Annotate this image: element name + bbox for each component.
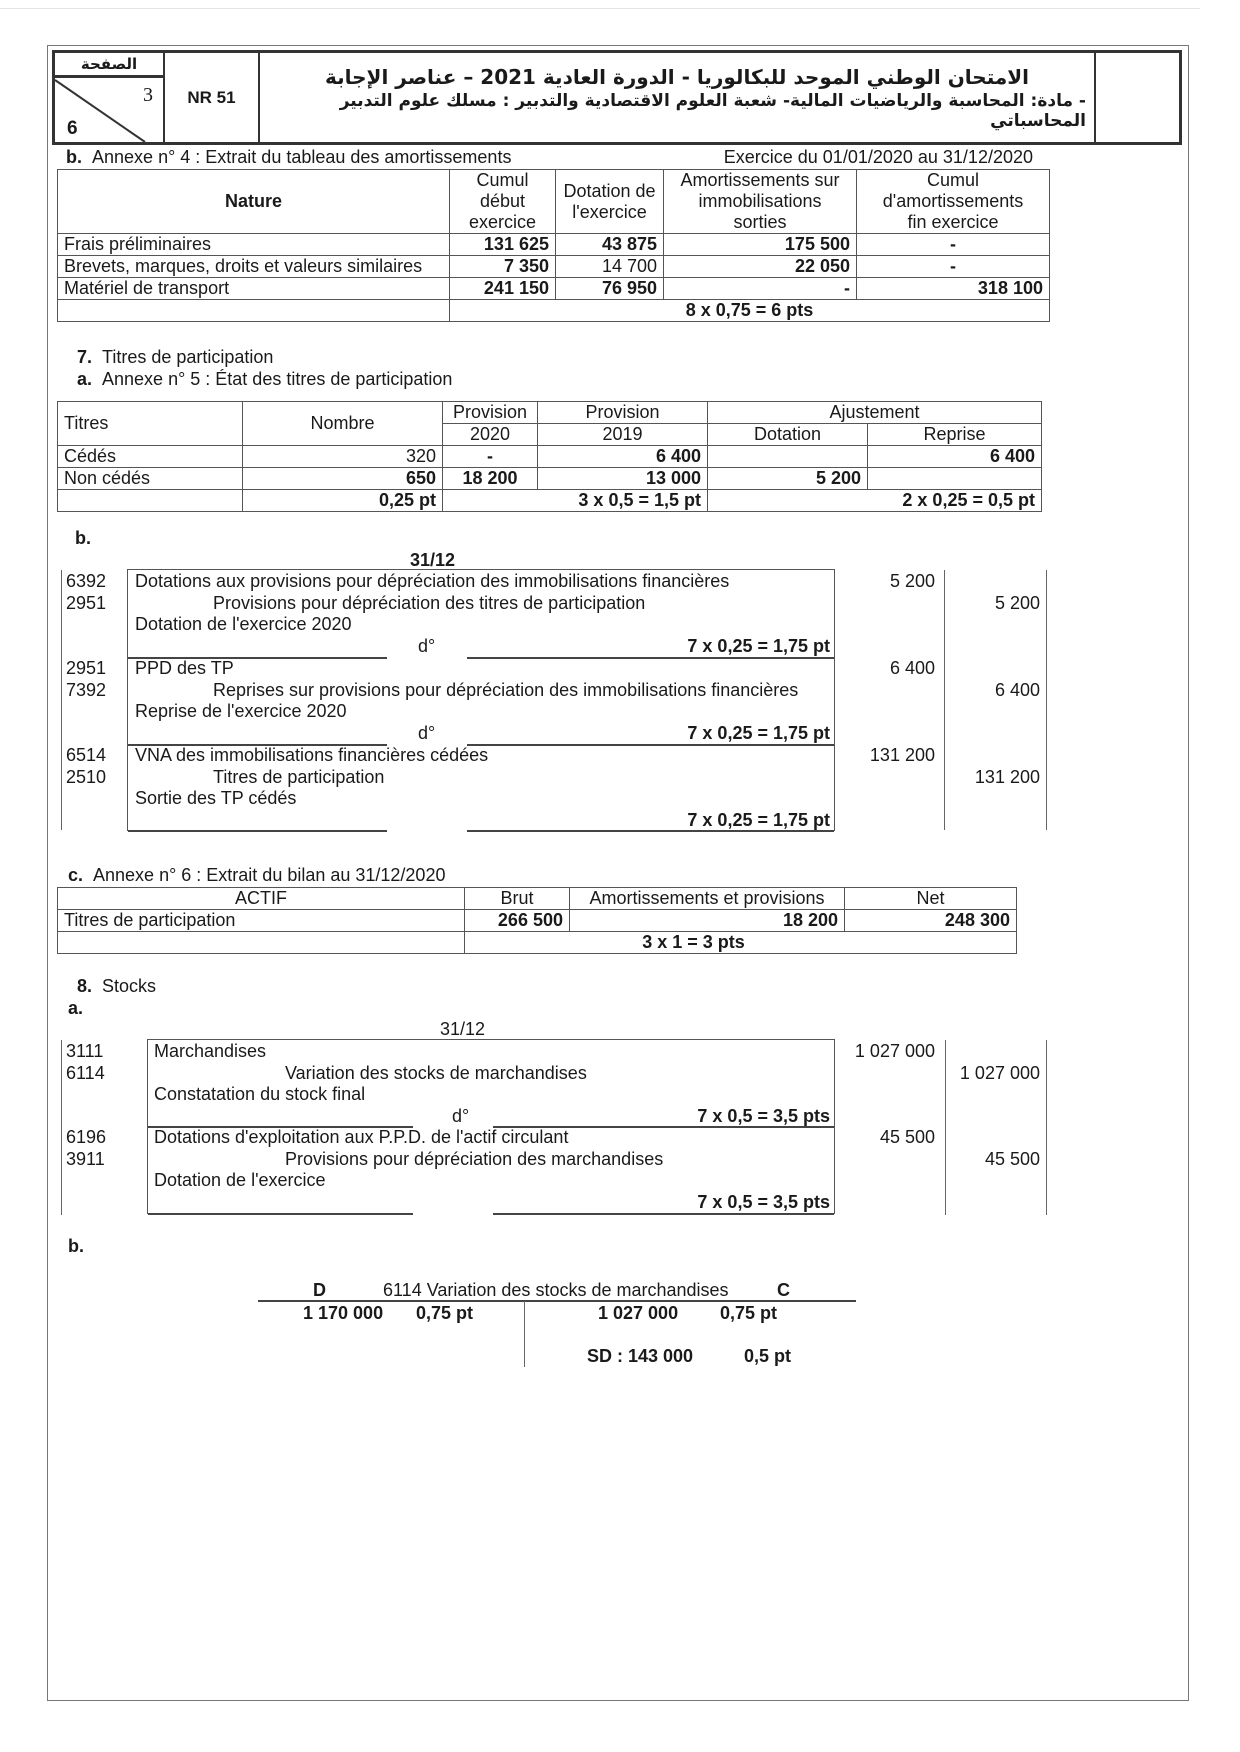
journal8-date: 31/12 bbox=[440, 1019, 486, 1039]
entry-debit-label: VNA des immobilisations financières cédées bbox=[135, 745, 489, 765]
cell-dotation: 14 700 bbox=[556, 256, 664, 278]
cell-nombre: 650 bbox=[243, 468, 443, 490]
entry-credit-amount: 45 500 bbox=[984, 1149, 1040, 1169]
cell-sorties: - bbox=[664, 278, 857, 300]
cell-sorties: 22 050 bbox=[664, 256, 857, 278]
entry-debit-label: Marchandises bbox=[154, 1041, 267, 1061]
entry-rule-right bbox=[467, 830, 834, 832]
exam-title-line2: - مادة: المحاسبة والرياضيات المالية- شعبة العلوم الاقتصادية والتدبير : مسلك علوم التدبير المحاسباتي bbox=[339, 91, 1086, 131]
taccount-credit-amount: 1 027 000 bbox=[598, 1303, 679, 1323]
entry-separator: d° bbox=[418, 723, 436, 743]
col-cumul-fin: Cumul d'amortissements fin exercice bbox=[857, 170, 1050, 234]
cell-amort: 18 200 bbox=[570, 910, 845, 932]
taccount-debit-label: D bbox=[313, 1280, 326, 1300]
section7-number: 7. bbox=[77, 347, 93, 367]
cell-reprise: 6 400 bbox=[868, 446, 1042, 468]
annexe4-period: Exercice du 01/01/2020 au 31/12/2020 bbox=[723, 147, 1033, 167]
scan-top-edge bbox=[0, 8, 1200, 9]
cell-nature: Frais préliminaires bbox=[58, 234, 450, 256]
section8-title: Stocks bbox=[102, 976, 157, 996]
entry-debit-label: Dotations d'exploitation aux P.P.D. de l'actif circulant bbox=[154, 1127, 569, 1147]
annexe4-points: 8 x 0,75 = 6 pts bbox=[450, 300, 1050, 322]
col-titres: Titres bbox=[58, 402, 243, 446]
taccount-balance: SD : 143 000 bbox=[587, 1346, 694, 1366]
entry-credit-account: 2951 bbox=[66, 593, 107, 613]
entry-libelle: Dotation de l'exercice 2020 bbox=[135, 614, 352, 634]
annexe6-letter: c. bbox=[68, 865, 84, 885]
section8-number: 8. bbox=[77, 976, 93, 996]
entry-credit-label: Reprises sur provisions pour dépréciation des immobilisations financières bbox=[213, 680, 799, 700]
cell-nature: Brevets, marques, droits et valeurs similaires bbox=[58, 256, 450, 278]
entry-credit-account: 7392 bbox=[66, 680, 107, 700]
bilan-table bbox=[57, 887, 1017, 954]
debit-column-rule bbox=[944, 570, 945, 830]
cell-cumul-fin: - bbox=[857, 256, 1050, 278]
entry-separator: d° bbox=[452, 1106, 470, 1126]
points-provision: 3 x 0,5 = 1,5 pt bbox=[443, 490, 708, 512]
entry-rule-left bbox=[128, 830, 387, 832]
journal-left-rule bbox=[61, 570, 62, 830]
entry-points: 7 x 0,5 = 3,5 pts bbox=[697, 1192, 830, 1212]
cell-dotation: 43 875 bbox=[556, 234, 664, 256]
entry-credit-label: Provisions pour dépréciation des marchandises bbox=[285, 1149, 664, 1169]
entry-debit-account: 6196 bbox=[66, 1127, 107, 1147]
entry-debit-account: 2951 bbox=[66, 658, 107, 678]
bilan-points: 3 x 1 = 3 pts bbox=[465, 932, 1017, 954]
points-row bbox=[58, 490, 1042, 512]
col-ajustement: Ajustement bbox=[708, 402, 1042, 424]
cell-sorties: 175 500 bbox=[664, 234, 857, 256]
cell-prov2020: 18 200 bbox=[443, 468, 538, 490]
debit-column-rule bbox=[945, 1040, 946, 1215]
entry-debit-label: PPD des TP bbox=[135, 658, 234, 678]
cell-prov2020: - bbox=[443, 446, 538, 468]
entry-credit-amount: 5 200 bbox=[994, 593, 1040, 613]
cell-cumul-debut: 7 350 bbox=[450, 256, 556, 278]
entry-libelle: Constatation du stock final bbox=[154, 1084, 366, 1104]
credit-column-rule bbox=[1046, 570, 1047, 830]
cell-dotation bbox=[708, 446, 868, 468]
cell-empty bbox=[58, 490, 243, 512]
entry-credit-label: Provisions pour dépréciation des titres de participation bbox=[213, 593, 646, 613]
entry-debit-amount: 5 200 bbox=[889, 571, 935, 591]
exam-code: NR 51 bbox=[165, 53, 260, 142]
annexe5-heading bbox=[77, 369, 452, 390]
cell-cumul-fin: - bbox=[857, 234, 1050, 256]
points-ajustement: 2 x 0,25 = 0,5 pt bbox=[708, 490, 1042, 512]
cell-dotation: 5 200 bbox=[708, 468, 868, 490]
col-provision-2019: Provision bbox=[538, 402, 708, 424]
entry-credit-amount: 131 200 bbox=[974, 767, 1040, 787]
page-fraction bbox=[55, 78, 163, 142]
points-row bbox=[58, 932, 1017, 954]
cell-empty bbox=[58, 300, 450, 322]
page-number-box bbox=[55, 53, 165, 142]
table-row bbox=[58, 278, 1050, 300]
exam-header bbox=[52, 50, 1182, 145]
credit-column-rule bbox=[1046, 1040, 1047, 1215]
table-row bbox=[58, 234, 1050, 256]
entry-points: 7 x 0,5 = 3,5 pts bbox=[697, 1106, 830, 1126]
taccount-letter: b. bbox=[68, 1236, 84, 1256]
entry-credit-amount: 1 027 000 bbox=[959, 1063, 1040, 1083]
taccount-debit-amount: 1 170 000 bbox=[303, 1303, 384, 1323]
entry-debit-amount: 131 200 bbox=[869, 745, 935, 765]
annexe5-letter: a. bbox=[77, 369, 93, 389]
page-label: الصفحة bbox=[55, 53, 163, 78]
col-year-2020: 2020 bbox=[443, 424, 538, 446]
cell-nature: Matériel de transport bbox=[58, 278, 450, 300]
entry-points: 7 x 0,25 = 1,75 pt bbox=[687, 723, 830, 743]
cell-nombre: 320 bbox=[243, 446, 443, 468]
col-provision-2020: Provision bbox=[443, 402, 538, 424]
col-reprise: Reprise bbox=[868, 424, 1042, 446]
col-year-2019: 2019 bbox=[538, 424, 708, 446]
exam-title bbox=[260, 53, 1096, 142]
entry-rule-left bbox=[148, 1213, 413, 1215]
points-nombre: 0,25 pt bbox=[243, 490, 443, 512]
entry-credit-account: 3911 bbox=[66, 1149, 105, 1169]
col-net: Net bbox=[845, 888, 1017, 910]
entry-credit-account: 2510 bbox=[66, 767, 107, 787]
entry-libelle: Dotation de l'exercice bbox=[154, 1170, 326, 1190]
col-actif: ACTIF bbox=[58, 888, 465, 910]
journal7-date: 31/12 bbox=[410, 550, 456, 570]
entry-debit-account: 6392 bbox=[66, 571, 107, 591]
entry-rule-right bbox=[467, 744, 834, 746]
entry-libelle: Reprise de l'exercice 2020 bbox=[135, 701, 347, 721]
cell-net: 248 300 bbox=[845, 910, 1017, 932]
entry-debit-account: 6514 bbox=[66, 745, 107, 765]
col-sorties: Amortissements sur immobilisations sorties bbox=[664, 170, 857, 234]
table-row bbox=[58, 446, 1042, 468]
col-cumul-debut: Cumul début exercice bbox=[450, 170, 556, 234]
annexe4-letter: b. bbox=[66, 147, 82, 167]
points-row bbox=[58, 300, 1050, 322]
table-row bbox=[58, 910, 1017, 932]
entry-credit-amount: 6 400 bbox=[994, 680, 1040, 700]
table-row bbox=[58, 256, 1050, 278]
annexe4-heading bbox=[66, 147, 511, 168]
table-row bbox=[58, 468, 1042, 490]
annexe4-title: Annexe n° 4 : Extrait du tableau des amortissements bbox=[92, 147, 512, 167]
entry-debit-label: Dotations aux provisions pour dépréciation des immobilisations financières bbox=[135, 571, 730, 591]
annexe5-title: Annexe n° 5 : État des titres de participation bbox=[102, 369, 453, 389]
col-nature: Nature bbox=[58, 170, 450, 234]
participation-table bbox=[57, 401, 1042, 512]
entry-separator: d° bbox=[418, 636, 436, 656]
cell-titres: Cédés bbox=[58, 446, 243, 468]
entry-credit-account: 6114 bbox=[66, 1063, 105, 1083]
cell-cumul-debut: 131 625 bbox=[450, 234, 556, 256]
col-dotation: Dotation de l'exercice bbox=[556, 170, 664, 234]
taccount-debit-points: 0,75 pt bbox=[416, 1303, 474, 1323]
cell-dotation: 76 950 bbox=[556, 278, 664, 300]
taccount-horizontal-rule bbox=[258, 1300, 856, 1302]
cell-empty bbox=[58, 932, 465, 954]
section7-heading bbox=[77, 347, 273, 368]
entry-rule-right bbox=[493, 1213, 834, 1215]
cell-prov2019: 6 400 bbox=[538, 446, 708, 468]
cell-prov2019: 13 000 bbox=[538, 468, 708, 490]
entry-debit-amount: 6 400 bbox=[889, 658, 935, 678]
annexe6-heading bbox=[68, 865, 445, 886]
taccount-title: 6114 Variation des stocks de marchandises bbox=[383, 1280, 729, 1300]
taccount-balance-points: 0,5 pt bbox=[744, 1346, 792, 1366]
entry-credit-label: Variation des stocks de marchandises bbox=[285, 1063, 587, 1083]
header-blank-cell bbox=[1096, 53, 1179, 142]
journal-left-rule bbox=[61, 1040, 62, 1215]
section7-title: Titres de participation bbox=[102, 347, 274, 367]
col-dotation: Dotation bbox=[708, 424, 868, 446]
cell-cumul-fin: 318 100 bbox=[857, 278, 1050, 300]
annexe6-title: Annexe n° 6 : Extrait du bilan au 31/12/2020 bbox=[93, 865, 446, 885]
entry-credit-label: Titres de participation bbox=[213, 767, 385, 787]
entry-debit-amount: 45 500 bbox=[879, 1127, 935, 1147]
taccount-credit-label: C bbox=[777, 1280, 790, 1300]
col-brut: Brut bbox=[465, 888, 570, 910]
journal8-letter: a. bbox=[68, 998, 84, 1018]
entry-points: 7 x 0,25 = 1,75 pt bbox=[687, 810, 830, 830]
cell-titres: Non cédés bbox=[58, 468, 243, 490]
taccount-credit-points: 0,75 pt bbox=[720, 1303, 778, 1323]
taccount-vertical-rule bbox=[524, 1301, 525, 1367]
entry-rule-right bbox=[467, 657, 834, 659]
entry-points: 7 x 0,25 = 1,75 pt bbox=[687, 636, 830, 656]
cell-cumul-debut: 241 150 bbox=[450, 278, 556, 300]
journal7-letter: b. bbox=[75, 528, 91, 548]
amortization-table bbox=[57, 169, 1050, 322]
entry-libelle: Sortie des TP cédés bbox=[135, 788, 297, 808]
col-amort: Amortissements et provisions bbox=[570, 888, 845, 910]
cell-actif: Titres de participation bbox=[58, 910, 465, 932]
entry-debit-amount: 1 027 000 bbox=[854, 1041, 935, 1061]
col-nombre: Nombre bbox=[243, 402, 443, 446]
section8-heading bbox=[77, 976, 156, 997]
cell-brut: 266 500 bbox=[465, 910, 570, 932]
page-current: 3 bbox=[143, 84, 153, 106]
entry-debit-account: 3111 bbox=[66, 1041, 104, 1061]
cell-reprise bbox=[868, 468, 1042, 490]
exam-title-line1: الامتحان الوطني الموحد للبكالوريا - الدورة العادية 2021 – عناصر الإجابة bbox=[324, 65, 1030, 89]
page-total: 6 bbox=[67, 118, 78, 139]
